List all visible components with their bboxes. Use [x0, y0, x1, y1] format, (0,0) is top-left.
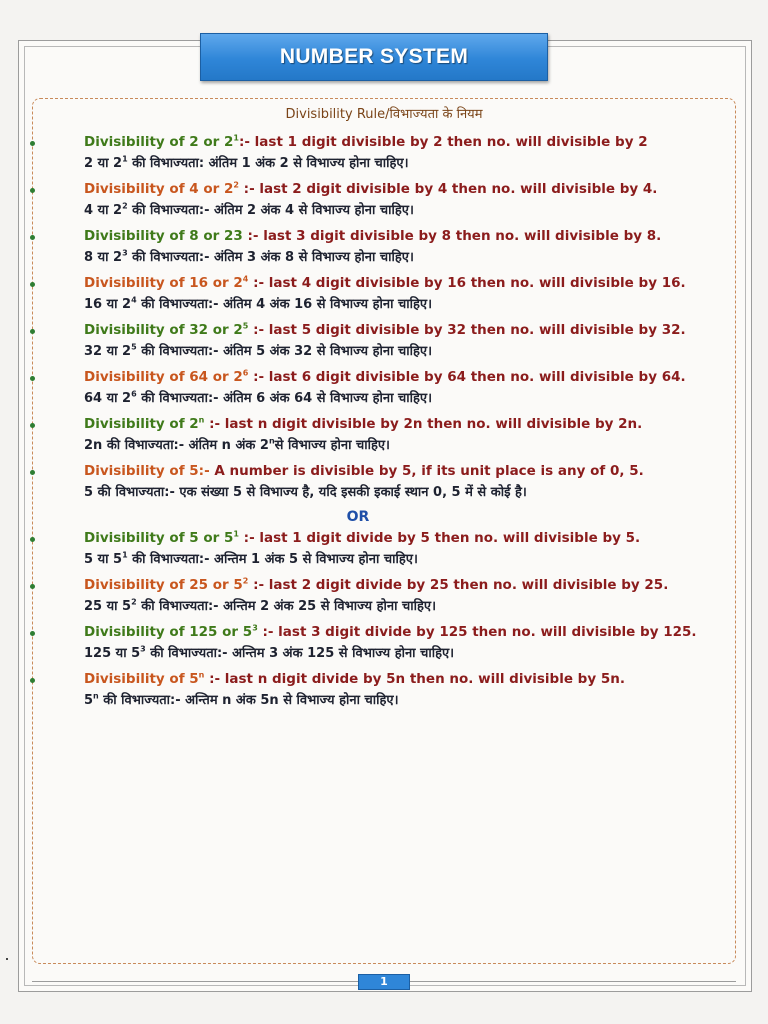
rule-hindi: 64 या $2^6$ की विभाज्यता:- अंतिम 6 अंक 64 से विभाज्य होना चाहिए। — [84, 389, 433, 406]
rule-item — [28, 178, 728, 225]
rule-text: :- last 3 digit divisible by 8 then no. will divisible by 8. — [242, 228, 662, 244]
rule-item — [28, 366, 728, 413]
rule-english: Divisibility of 64 or $2^6$ :- last 6 digit divisible by 64 then no. will divisible by 64. — [84, 368, 686, 385]
rule-text: :- last n digit divide by 5n then no. will divisible by 5n. — [204, 671, 625, 687]
rule-label: Divisibility of 4 or 2 — [84, 181, 234, 197]
rule-text: :- last 1 digit divisible by 2 then no. will divisible by 2 — [238, 134, 648, 150]
or-divider: OR — [346, 509, 370, 525]
rule-item — [28, 272, 728, 319]
rule-english: Divisibility of 4 or $2^2$ :- last 2 digit divisible by 4 then no. will divisible by 4. — [84, 180, 658, 197]
bullet-icon — [30, 631, 35, 636]
rule-label: Divisibility of 25 or 5 — [84, 577, 243, 593]
rule-text: :- last 2 digit divisible by 4 then no. will divisible by 4. — [238, 181, 658, 197]
bullet-icon — [30, 188, 35, 193]
rule-hindi: 2n की विभाज्यता:- अंतिम n अंक 2$^n$से विभाज्य होना चाहिए। — [84, 436, 390, 453]
rule-item — [28, 413, 728, 460]
rule-hindi: 32 या $2^5$ की विभाज्यता:- अंतिम 5 अंक 32 से विभाज्य होना चाहिए। — [84, 342, 433, 359]
bullet-icon — [30, 282, 35, 287]
rule-english: Divisibility of 2 or $2^1:-$ last 1 digit divisible by 2 then no. will divisible by 2 — [84, 133, 648, 150]
rule-hindi: 8 या $2^3$ की विभाज्यता:- अंतिम 3 अंक 8 से विभाज्य होना चाहिए। — [84, 248, 414, 265]
rule-english: Divisibility of 125 or $5^3$ :- last 3 digit divide by 125 then no. will divisible by 125. — [84, 623, 697, 640]
rule-text: :- last 4 digit divisible by 16 then no. will divisible by 16. — [248, 275, 686, 291]
page-number: 1 — [358, 974, 410, 990]
bullet-icon — [30, 584, 35, 589]
rule-hindi: 5$^n$ की विभाज्यता:- अन्तिम n अंक 5n से विभाज्य होना चाहिए। — [84, 691, 399, 708]
rule-english: Divisibility of 5$^n$ :- last n digit divide by 5n then no. will divisible by 5n. — [84, 670, 625, 687]
rule-text: :- last n digit divisible by 2n then no. will divisible by 2n. — [204, 416, 643, 432]
rule-hindi: 2 या $2^1$ की विभाज्यता: अंतिम 1 अंक 2 से विभाज्य होना चाहिए। — [84, 154, 409, 171]
rule-item — [28, 574, 728, 621]
rule-text: :- last 6 digit divisible by 64 then no. will divisible by 64. — [248, 369, 686, 385]
rule-label: Divisibility of 8 or 23 — [84, 228, 243, 244]
rule-english: Divisibility of 5 or $5^1$ :- last 1 digit divide by 5 then no. will divisible by 5. — [84, 529, 641, 546]
rule-label: Divisibility of 5 — [84, 671, 199, 687]
rule-label: Divisibility of 125 or 5 — [84, 624, 253, 640]
scan-dot — [6, 958, 8, 960]
header-banner — [200, 33, 548, 81]
rule-english: Divisibility of 16 or $2^4$ :- last 4 digit divisible by 16 then no. will divisible by 16. — [84, 274, 686, 291]
rule-text: :- last 2 digit divide by 25 then no. will divisible by 25. — [248, 577, 669, 593]
rule-hindi: 4 या $2^2$ की विभाज्यता:- अंतिम 2 अंक 4 से विभाज्य होना चाहिए। — [84, 201, 414, 218]
rule-hindi: 25 या $5^2$ की विभाज्यता:- अन्तिम 2 अंक 25 से विभाज्य होना चाहिए। — [84, 597, 437, 614]
bullet-icon — [30, 537, 35, 542]
rule-text: :- last 1 digit divide by 5 then no. will divisible by 5. — [238, 530, 641, 546]
rule-label: Divisibility of 2 or 2 — [84, 134, 234, 150]
rules-list — [28, 131, 728, 715]
rule-hindi: 5 की विभाज्यता:- एक संख्या 5 से विभाज्य है, यदि इसकी इकाई स्थान 0, 5 में से कोई है। — [84, 485, 527, 500]
rule-item — [28, 668, 728, 715]
bullet-icon — [30, 329, 35, 334]
bullet-icon — [30, 141, 35, 146]
rule-item — [28, 527, 728, 574]
bullet-icon — [30, 423, 35, 428]
bullet-icon — [30, 235, 35, 240]
rule-item — [28, 225, 728, 272]
page-title: NUMBER SYSTEM — [279, 45, 469, 68]
rule-english: Divisibility of 2$^n$ :- last n digit divisible by 2n then no. will divisible by 2n. — [84, 415, 643, 432]
rule-english — [84, 460, 728, 482]
rule-text: :- last 5 digit divisible by 32 then no. will divisible by 32. — [248, 322, 686, 338]
rule-text: :- last 3 digit divide by 125 then no. will divisible by 125. — [257, 624, 697, 640]
rule-hindi: 16 या $2^4$ की विभाज्यता:- अंतिम 4 अंक 16 से विभाज्य होना चाहिए। — [84, 295, 433, 312]
rule-label: Divisibility of 16 or 2 — [84, 275, 243, 291]
rule-text: A number is divisible by 5, if its unit place is any of 0, 5. — [209, 463, 644, 479]
rule-english: Divisibility of 32 or $2^5$ :- last 5 digit divisible by 32 then no. will divisible by 32. — [84, 321, 686, 338]
rule-label: Divisibility of 64 or 2 — [84, 369, 243, 385]
section-title: Divisibility Rule/विभाज्यता के नियम — [285, 107, 483, 122]
rule-hindi: 5 या $5^1$ की विभाज्यता:- अन्तिम 1 अंक 5 से विभाज्य होना चाहिए। — [84, 550, 418, 567]
rule-item — [28, 621, 728, 668]
rule-label: Divisibility of 2 — [84, 416, 199, 432]
rule-item — [28, 460, 728, 507]
rule-english — [84, 225, 728, 247]
rule-label: Divisibility of 5:- — [84, 463, 210, 479]
rule-label: Divisibility of 32 or 2 — [84, 322, 243, 338]
bullet-icon — [30, 678, 35, 683]
rule-item — [28, 131, 728, 178]
rule-hindi: 125 या $5^3$ की विभाज्यता:- अन्तिम 3 अंक 125 से विभाज्य होना चाहिए। — [84, 644, 455, 661]
rule-label: Divisibility of 5 or 5 — [84, 530, 234, 546]
rule-item — [28, 319, 728, 366]
bullet-icon — [30, 470, 35, 475]
rule-english: Divisibility of 25 or $5^2$ :- last 2 digit divide by 25 then no. will divisible by 25. — [84, 576, 669, 593]
bullet-icon — [30, 376, 35, 381]
